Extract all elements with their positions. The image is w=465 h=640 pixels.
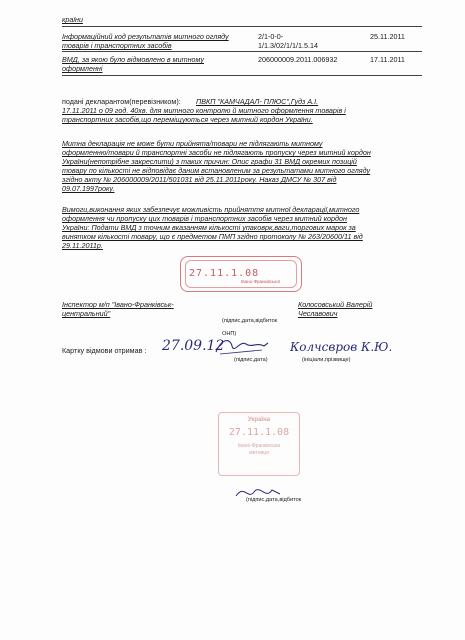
stamp-date: 27.11.1.08 — [189, 268, 260, 279]
requirements-line: винятком кількості товару, що є предметом ПМП згідно протоколу № 263/20600/11 від — [62, 232, 363, 241]
row1-label1: Інформаційний код результатів митного огляду — [62, 32, 229, 41]
row2-code1: 206000009.2011.006932 — [258, 55, 338, 64]
customs-stamp — [180, 256, 302, 292]
requirements-line: 29.11.2011р. — [62, 241, 103, 250]
row2-label1: ВМД, за якою було відмовлено в митному — [62, 55, 204, 64]
divider — [62, 26, 422, 27]
sign-caption: (підпис,дата,відбиток — [222, 318, 278, 324]
row1-code2: 1/1.3/02/1/1/1.5.14 — [258, 41, 318, 50]
reason-line: 09.07.1997року. — [62, 184, 115, 193]
customs-stamp-2 — [218, 412, 300, 476]
row2-date: 17.11.2011 — [370, 55, 405, 64]
stamp-text: Івано-Франківської — [241, 279, 281, 284]
row2-label2: оформленні — [62, 64, 103, 73]
stamp2-line1: Україна — [247, 417, 271, 423]
reason-line: України(непотрібне закреслити) з таких причин: Опис графи 31 ВМД окремих позицій — [62, 157, 357, 166]
reason-line: оформленню/товари й транспортні засоби не підлягають пропуску через митний кордон — [62, 148, 371, 157]
row1-code1: 2/1-0-0- — [258, 32, 284, 41]
bottom-caption: (підпис,дата,відбиток — [246, 497, 302, 503]
requirements-line: оформлення чи пропуску цих товарів і транспортних засобів через митний кордон — [62, 214, 347, 223]
submitted-line3: транспортних засобів,що переміщуються через митний кордон України. — [62, 115, 313, 124]
stamp2-date: 27.11.1.08 — [228, 427, 290, 438]
onp-caption: ОНП) — [222, 331, 237, 337]
inspector-name2: Чеславович — [298, 309, 338, 318]
divider — [62, 75, 422, 76]
divider — [62, 51, 422, 52]
row1-date: 25.11.2011 — [370, 32, 405, 41]
submitted-label: подані декларантом(перевізником): — [62, 97, 181, 106]
reason-line: згідно акту № 206000009/2011/501031 від 25.11.2011року. Наказ ДМСУ № 307 від — [62, 175, 337, 184]
handwritten-date: 27.09.12 — [162, 338, 225, 354]
caption-sign-date: (підпис,дата) — [234, 357, 268, 363]
stamp2-line3: митниця — [249, 450, 269, 456]
inspector-line1: Інспектор м/п "Івано-Франківськ- — [62, 300, 174, 309]
inspector-name1: Колосовський Валерій — [298, 300, 373, 309]
signature-mark — [212, 334, 272, 358]
handwritten-name: Колчсвров К.Ю. — [290, 340, 393, 354]
submitted-value: ПВКП "КАМЧАДАЛ- ПЛЮС",Гудз А.І. — [196, 97, 319, 106]
reason-line: Митна декларація не може бути прийнята/товари не підлягають митному — [62, 139, 323, 148]
stamp2-line2: Івано-Франківська — [237, 443, 281, 449]
requirements-line: України: Подати ВМД з точним вказанням кількості упаковрк,ваги,торгових марок за — [62, 223, 356, 232]
submitted-line2: 17.11.2011 о 09 год. 40хв. для митного контролю й митного оформлення товарів і — [62, 106, 346, 115]
card-label: Картку відмови отримав : — [62, 346, 147, 355]
inspector-line2: центральний" — [62, 309, 111, 318]
reason-line: товару по кількості не відповідає даним встановленим за результатами митного огляду — [62, 166, 371, 175]
caption-initials: (ініціали,прізвище) — [302, 357, 351, 363]
requirements-line: Вимоги,виконання яких забезпечує можливість прийняття митної декларації,митного — [62, 205, 360, 214]
row1-label2: товарів і транспортних засобів — [62, 41, 172, 50]
top-fragment: країни — [62, 15, 83, 24]
